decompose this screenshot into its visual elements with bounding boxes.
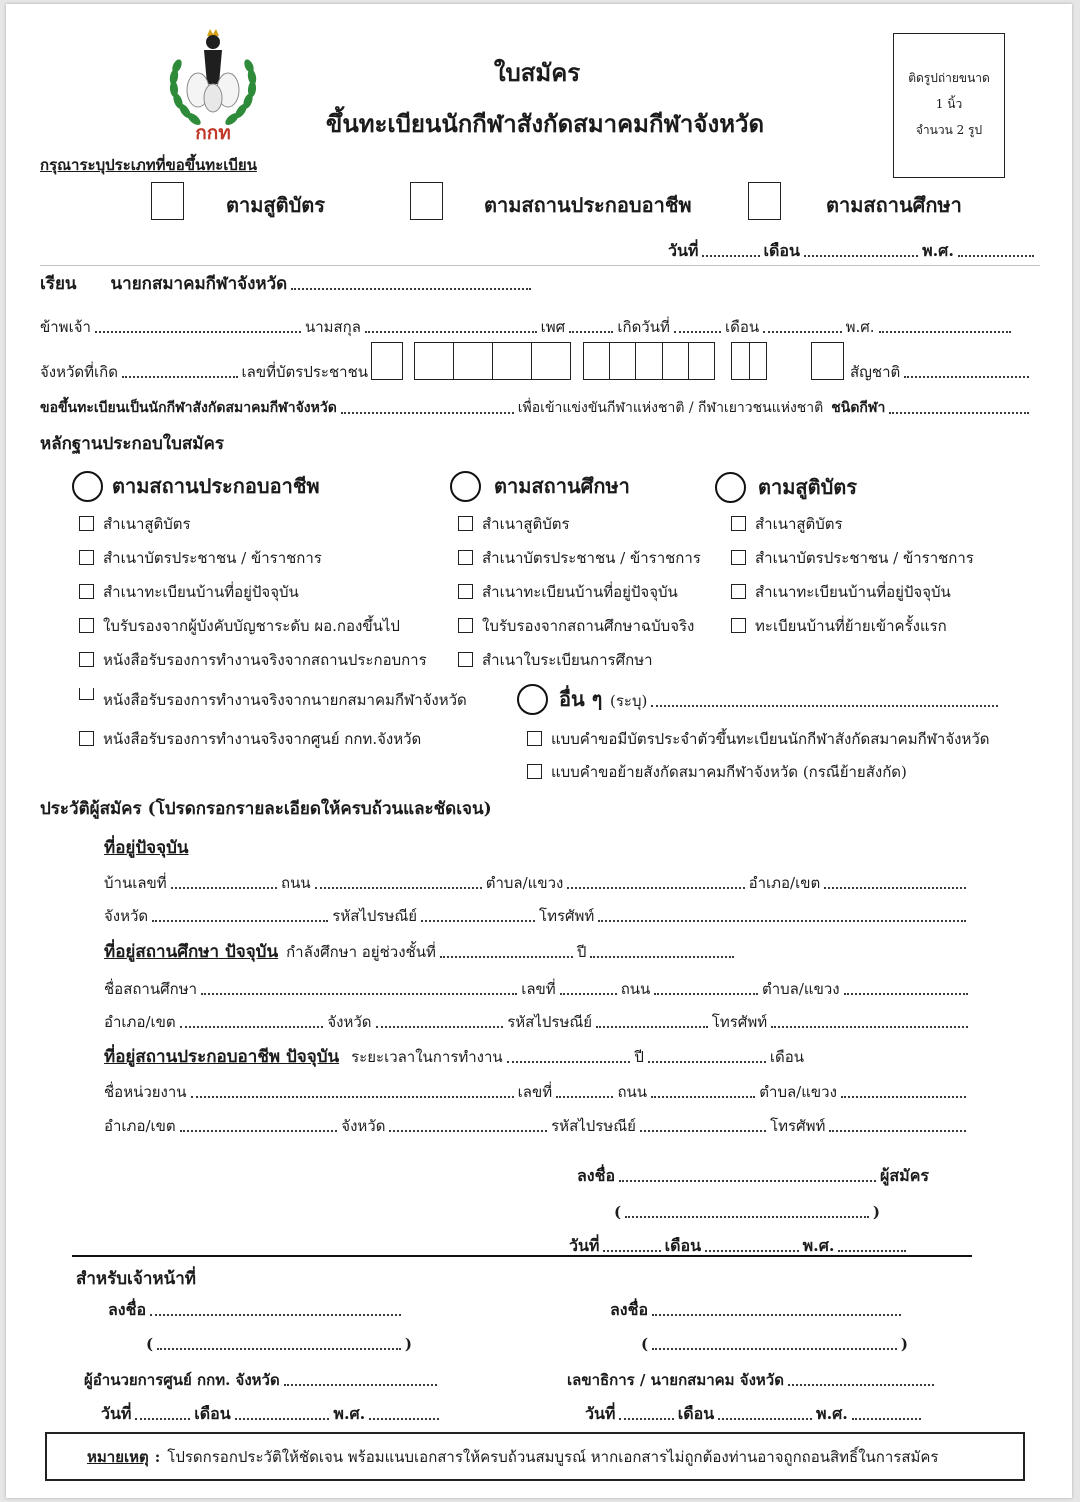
note-colon: : bbox=[154, 1448, 161, 1466]
document-checkbox bbox=[458, 516, 473, 531]
document-checkbox bbox=[731, 618, 746, 633]
printed-name-blank bbox=[157, 1348, 401, 1350]
house-no-blank bbox=[171, 887, 277, 889]
school-level-blank bbox=[440, 956, 573, 958]
school-line-1 bbox=[104, 939, 738, 965]
current-address-line-2 bbox=[104, 903, 970, 929]
id-digit-box bbox=[531, 343, 570, 379]
work-years-label: ปี bbox=[634, 1048, 644, 1066]
signature-label: ลงชื่อ bbox=[108, 1300, 147, 1319]
document-item-label: สำเนาสูติบัตร bbox=[482, 515, 570, 533]
sex-blank bbox=[569, 331, 613, 333]
date-month-blank bbox=[235, 1418, 330, 1420]
school-name-label: ชื่อสถานศึกษา bbox=[104, 980, 198, 998]
road-label: ถนน bbox=[281, 874, 311, 892]
document-checkbox bbox=[79, 652, 94, 667]
subdistrict-label: ตำบล/แขวง bbox=[485, 874, 564, 892]
document-checkbox bbox=[79, 688, 94, 700]
workplace-province-label: จังหวัด bbox=[341, 1117, 386, 1135]
id-digit-box bbox=[609, 343, 635, 379]
applicant-signature-line bbox=[577, 1163, 929, 1189]
official-printed-name-left bbox=[146, 1331, 412, 1357]
document-checkbox bbox=[731, 550, 746, 565]
id-digit-box bbox=[732, 343, 749, 379]
document-item bbox=[458, 614, 726, 638]
school-road-blank bbox=[654, 993, 758, 995]
date-year-blank bbox=[369, 1418, 439, 1420]
open-paren: ( bbox=[614, 1203, 622, 1221]
document-item-label: หนังสือรับรองการทำงานจริงจากสถานประกอบการ bbox=[103, 651, 427, 669]
school-address-title: ที่อยู่สถานศึกษา ปัจจุบัน bbox=[104, 942, 279, 962]
document-item bbox=[458, 512, 726, 536]
education-radio bbox=[450, 471, 481, 502]
document-item bbox=[79, 648, 454, 672]
workplace-road-label: ถนน bbox=[617, 1083, 648, 1101]
date-day-label: วันที่ bbox=[585, 1404, 616, 1423]
work-years-blank bbox=[507, 1061, 631, 1063]
signature-label: ลงชื่อ bbox=[610, 1300, 649, 1319]
logo-lettering: กกท bbox=[195, 122, 231, 144]
document-item-label: ใบรับรองจากสถานศึกษาฉบับจริง bbox=[482, 617, 695, 635]
document-item-label: สำเนาบัตรประชาชน / ข้าราชการ bbox=[482, 549, 701, 567]
date-year-blank bbox=[852, 1418, 921, 1420]
salutation-addressee: นายกสมาคมกีฬาจังหวัด bbox=[110, 274, 288, 294]
id-number-group bbox=[811, 342, 844, 380]
photo-box bbox=[893, 33, 1005, 178]
occupation-radio bbox=[72, 471, 103, 502]
document-item bbox=[731, 546, 1031, 570]
workplace-number-blank bbox=[556, 1096, 613, 1098]
postcode-label: รหัสไปรษณีย์ bbox=[332, 907, 418, 925]
workplace-subdistrict-label: ตำบล/แขวง bbox=[759, 1083, 837, 1101]
school-postcode-label: รหัสไปรษณีย์ bbox=[507, 1013, 593, 1031]
workplace-phone-blank bbox=[829, 1130, 966, 1132]
competition-purpose-text: เพื่อเข้าแข่งขันกีฬาแห่งชาติ / กีฬาเยาวชนแห่งชาติ bbox=[517, 400, 824, 416]
birth-day-blank bbox=[674, 331, 721, 333]
document-checkbox bbox=[731, 516, 746, 531]
sport-type-label: ชนิดกีฬา bbox=[831, 400, 886, 416]
date-day-blank bbox=[702, 255, 759, 257]
date-day-label: วันที่ bbox=[569, 1236, 600, 1255]
workplace-number-label: เลขที่ bbox=[517, 1083, 553, 1101]
form-title: ใบสมัคร bbox=[493, 58, 581, 87]
document-checkbox bbox=[527, 764, 542, 779]
date-year-label: พ.ศ. bbox=[816, 1404, 848, 1423]
date-month-label: เดือน bbox=[194, 1404, 231, 1423]
other-specify-line bbox=[610, 688, 1002, 714]
document-item-label: สำเนาบัตรประชาชน / ข้าราชการ bbox=[755, 549, 974, 567]
document-item-label: สำเนาสูติบัตร bbox=[755, 515, 843, 533]
salutation-to: เรียน bbox=[40, 274, 77, 294]
document-item-label: แบบคำขอมีบัตรประจำตัวขึ้นทะเบียนนักกีฬาสังกัดสมาคมกีฬาจังหวัด bbox=[551, 730, 990, 748]
officials-heading: สำหรับเจ้าหน้าที่ bbox=[76, 1269, 196, 1289]
signature-role: ผู้สมัคร bbox=[880, 1166, 929, 1185]
signature-blank bbox=[652, 1314, 901, 1316]
province-blank bbox=[152, 920, 328, 922]
center-director-title: ผู้อำนวยการศูนย์ กกท. จังหวัด bbox=[84, 1371, 280, 1389]
document-item-label: แบบคำขอย้ายสังกัดสมาคมกีฬาจังหวัด (กรณีย้ายสังกัด) bbox=[551, 763, 907, 781]
printed-name-blank bbox=[652, 1348, 897, 1350]
workplace-district-blank bbox=[180, 1130, 338, 1132]
association-secretary-title: เลขาธิการ / นายกสมาคม จังหวัด bbox=[567, 1371, 784, 1389]
workplace-line-2 bbox=[104, 1079, 970, 1105]
school-phone-label: โทรศัพท์ bbox=[711, 1013, 768, 1031]
signature-blank bbox=[619, 1180, 876, 1182]
document-item bbox=[458, 580, 726, 604]
organization-logo bbox=[163, 26, 263, 146]
occupation-column-title: ตามสถานประกอบอาชีพ bbox=[112, 474, 320, 498]
district-label: อำเภอ/เขต bbox=[748, 874, 821, 892]
document-item-label: สำเนาใบระเบียนการศึกษา bbox=[482, 651, 653, 669]
center-province-blank bbox=[284, 1384, 437, 1386]
date-day-label: วันที่ bbox=[101, 1404, 132, 1423]
document-item-label: สำเนาทะเบียนบ้านที่อยู่ปัจจุบัน bbox=[755, 583, 951, 601]
registration-type-option: ตามสูติบัตร bbox=[226, 193, 326, 217]
document-item-label: หนังสือรับรองการทำงานจริงจากนายกสมาคมกีฬาจังหวัด bbox=[103, 691, 467, 709]
id-number-label: เลขที่บัตรประชาชน bbox=[241, 363, 368, 381]
phone-blank bbox=[598, 920, 966, 922]
document-checkbox bbox=[458, 584, 473, 599]
registration-type-checkbox bbox=[151, 182, 184, 220]
document-item bbox=[79, 580, 451, 604]
signature-blank bbox=[150, 1314, 401, 1316]
sport-type-blank bbox=[889, 412, 1029, 414]
date-year-blank bbox=[958, 255, 1034, 257]
close-paren: ) bbox=[404, 1335, 412, 1353]
section-divider bbox=[72, 1255, 972, 1257]
phone-label: โทรศัพท์ bbox=[539, 907, 595, 925]
id-number-group bbox=[414, 342, 571, 380]
workplace-line-1 bbox=[104, 1044, 804, 1070]
document-checkbox bbox=[458, 652, 473, 667]
official-title-right bbox=[567, 1367, 938, 1393]
document-checkbox bbox=[79, 584, 94, 599]
nationality-line bbox=[850, 359, 1033, 385]
work-months-blank bbox=[648, 1061, 766, 1063]
application-date-line bbox=[668, 238, 1038, 264]
open-paren: ( bbox=[146, 1335, 154, 1353]
workplace-postcode-blank bbox=[640, 1130, 766, 1132]
document-item bbox=[458, 546, 726, 570]
official-date-right bbox=[585, 1401, 925, 1427]
school-number-blank bbox=[560, 993, 617, 995]
workplace-address-title: ที่อยู่สถานประกอบอาชีพ ปัจจุบัน bbox=[104, 1047, 340, 1067]
official-printed-name-right bbox=[641, 1331, 908, 1357]
date-year-blank bbox=[838, 1250, 906, 1252]
workplace-province-blank bbox=[389, 1130, 547, 1132]
document-checkbox bbox=[79, 618, 94, 633]
date-month-blank bbox=[718, 1418, 812, 1420]
document-checkbox bbox=[79, 516, 94, 531]
applicant-printed-name-line bbox=[614, 1199, 880, 1225]
school-year-blank bbox=[590, 956, 734, 958]
official-title-left bbox=[84, 1367, 441, 1393]
document-item bbox=[79, 546, 451, 570]
id-digit-box bbox=[453, 343, 492, 379]
birth-year-label: พ.ศ. bbox=[845, 318, 875, 336]
divider bbox=[40, 265, 1040, 266]
name-blank bbox=[95, 331, 301, 333]
id-digit-box bbox=[584, 343, 609, 379]
registration-request-label: ขอขึ้นทะเบียนเป็นนักกีฬาสังกัดสมาคมกีฬาจังหวัด bbox=[40, 400, 337, 416]
workplace-name-label: ชื่อหน่วยงาน bbox=[104, 1083, 187, 1101]
document-item bbox=[79, 512, 451, 536]
school-province-label: จังหวัด bbox=[327, 1013, 372, 1031]
association-province-blank bbox=[788, 1384, 934, 1386]
date-month-label: เดือน bbox=[664, 1236, 702, 1255]
id-digit-box bbox=[492, 343, 531, 379]
document-checkbox bbox=[527, 731, 542, 746]
document-item bbox=[731, 614, 1031, 638]
date-day-blank bbox=[135, 1418, 190, 1420]
close-paren: ) bbox=[872, 1203, 880, 1221]
id-digit-box bbox=[415, 343, 453, 379]
name-label: ข้าพเจ้า bbox=[40, 318, 91, 336]
document-item-label: สำเนาบัตรประชาชน / ข้าราชการ bbox=[103, 549, 322, 567]
document-item bbox=[79, 727, 479, 751]
workplace-postcode-label: รหัสไปรษณีย์ bbox=[551, 1117, 636, 1135]
birth-certificate-column-title: ตามสูติบัตร bbox=[758, 475, 858, 499]
registration-type-checkbox bbox=[748, 182, 781, 220]
school-district-blank bbox=[180, 1026, 324, 1028]
birth-province-line bbox=[40, 359, 368, 385]
logo-emblem-icon bbox=[163, 26, 263, 146]
other-title: อื่น ๆ bbox=[559, 687, 603, 711]
id-digit-box bbox=[662, 343, 688, 379]
workplace-district-label: อำเภอ/เขต bbox=[104, 1117, 176, 1135]
workplace-line-3 bbox=[104, 1113, 970, 1139]
document-item bbox=[731, 580, 1031, 604]
school-line-3 bbox=[104, 1009, 972, 1035]
other-specify-blank bbox=[651, 705, 998, 707]
school-road-label: ถนน bbox=[620, 980, 651, 998]
other-specify-label: (ระบุ) bbox=[610, 692, 648, 710]
date-day-blank bbox=[603, 1250, 660, 1252]
current-address-title: ที่อยู่ปัจจุบัน bbox=[104, 838, 189, 858]
birth-month-label: เดือน bbox=[724, 318, 760, 336]
postcode-blank bbox=[421, 920, 535, 922]
note-label: หมายเหตุ bbox=[87, 1448, 149, 1466]
education-column-title: ตามสถานศึกษา bbox=[494, 474, 630, 498]
form-subtitle: ขึ้นทะเบียนนักกีฬาสังกัดสมาคมกีฬาจังหวัด bbox=[325, 109, 765, 138]
school-name-blank bbox=[201, 993, 517, 995]
document-item bbox=[79, 688, 504, 712]
id-number-group bbox=[731, 342, 767, 380]
id-digit-box bbox=[749, 343, 767, 379]
registration-type-option: ตามสถานประกอบอาชีพ bbox=[484, 193, 692, 217]
photo-box-line: ติดรูปถ่ายขนาด bbox=[908, 71, 990, 85]
document-item bbox=[458, 648, 726, 672]
nationality-blank bbox=[904, 376, 1029, 378]
nationality-label: สัญชาติ bbox=[850, 363, 901, 381]
salutation-line bbox=[40, 271, 535, 297]
signature-label: ลงชื่อ bbox=[577, 1166, 616, 1185]
school-line-2 bbox=[104, 976, 972, 1002]
school-year-label: ปี bbox=[576, 943, 587, 961]
workplace-road-blank bbox=[651, 1096, 755, 1098]
applicant-name-line bbox=[40, 314, 1015, 340]
school-subdistrict-blank bbox=[844, 993, 968, 995]
id-number-group bbox=[371, 342, 403, 380]
other-radio bbox=[517, 684, 548, 715]
surname-label: นามสกุล bbox=[304, 318, 361, 336]
document-item bbox=[731, 512, 1031, 536]
current-address-line-1 bbox=[104, 870, 970, 896]
history-heading: ประวัติผู้สมัคร (โปรดกรอกรายละเอียดให้ครบถ้วนและชัดเจน) bbox=[40, 799, 492, 819]
registration-type-prompt: กรุณาระบุประเภทที่ขอขึ้นทะเบียน bbox=[40, 156, 257, 174]
association-province-blank bbox=[341, 412, 514, 414]
work-duration-label: ระยะเวลาในการทำงาน bbox=[351, 1048, 503, 1066]
school-phone-blank bbox=[771, 1026, 968, 1028]
document-item-label: หนังสือรับรองการทำงานจริงจากศูนย์ กกท.จังหวัด bbox=[103, 730, 422, 748]
date-day-blank bbox=[619, 1418, 673, 1420]
official-signature-left bbox=[108, 1297, 405, 1323]
province-association-blank bbox=[291, 288, 531, 290]
note-line bbox=[87, 1444, 1017, 1470]
id-digit-box bbox=[372, 343, 402, 379]
date-year-label: พ.ศ. bbox=[333, 1404, 366, 1423]
school-district-label: อำเภอ/เขต bbox=[104, 1013, 176, 1031]
official-date-left bbox=[101, 1401, 443, 1427]
document-checkbox bbox=[79, 731, 94, 746]
document-checkbox bbox=[458, 618, 473, 633]
birth-province-blank bbox=[122, 376, 238, 378]
note-box bbox=[45, 1432, 1025, 1481]
road-blank bbox=[315, 887, 482, 889]
note-text: โปรดกรอกประวัติให้ชัดเจน พร้อมแนบเอกสารให้ครบถ้วนสมบูรณ์ หากเอกสารไม่ถูกต้องท่านอาจถูกถอนสิทธิ์ในการสมัคร bbox=[167, 1448, 939, 1466]
document-item-label: สำเนาทะเบียนบ้านที่อยู่ปัจจุบัน bbox=[482, 583, 678, 601]
open-paren: ( bbox=[641, 1335, 649, 1353]
document-item-label: สำเนาทะเบียนบ้านที่อยู่ปัจจุบัน bbox=[103, 583, 299, 601]
photo-box-line: จำนวน 2 รูป bbox=[915, 123, 983, 137]
school-province-blank bbox=[376, 1026, 504, 1028]
birth-year-blank bbox=[879, 331, 1011, 333]
close-paren: ) bbox=[900, 1335, 908, 1353]
school-subdistrict-label: ตำบล/แขวง bbox=[761, 980, 840, 998]
id-digit-box bbox=[635, 343, 661, 379]
document-item bbox=[79, 614, 451, 638]
official-signature-right bbox=[610, 1297, 905, 1323]
document-checkbox bbox=[731, 584, 746, 599]
registration-type-option: ตามสถานศึกษา bbox=[826, 193, 962, 217]
date-month-blank bbox=[804, 255, 918, 257]
id-number-group bbox=[583, 342, 715, 380]
registration-type-checkbox bbox=[410, 182, 443, 220]
subdistrict-blank bbox=[567, 887, 744, 889]
date-year-label: พ.ศ. bbox=[802, 1236, 835, 1255]
document-item bbox=[527, 760, 1022, 784]
date-month-blank bbox=[705, 1250, 799, 1252]
date-year-label: พ.ศ. bbox=[922, 241, 954, 260]
district-blank bbox=[824, 887, 966, 889]
school-level-label: กำลังศึกษา อยู่ช่วงชั้นที่ bbox=[286, 943, 436, 961]
document-checkbox bbox=[79, 550, 94, 565]
document-item bbox=[527, 727, 1022, 751]
province-label: จังหวัด bbox=[104, 907, 149, 925]
birth-certificate-radio bbox=[715, 472, 746, 503]
date-month-label: เดือน bbox=[677, 1404, 715, 1423]
registration-request-line bbox=[40, 395, 1033, 421]
id-digit-box bbox=[812, 343, 843, 379]
printed-name-blank bbox=[625, 1216, 869, 1218]
birth-day-label: เกิดวันที่ bbox=[617, 318, 670, 336]
birth-month-blank bbox=[763, 331, 841, 333]
photo-box-line: 1 นิ้ว bbox=[935, 97, 963, 111]
date-day-label: วันที่ bbox=[668, 241, 699, 260]
workplace-subdistrict-blank bbox=[841, 1096, 966, 1098]
work-months-label: เดือน bbox=[769, 1048, 804, 1066]
date-month-label: เดือน bbox=[763, 241, 800, 260]
workplace-name-blank bbox=[191, 1096, 514, 1098]
house-no-label: บ้านเลขที่ bbox=[104, 874, 167, 892]
birth-province-label: จังหวัดที่เกิด bbox=[40, 363, 119, 381]
document-item-label: ใบรับรองจากผู้บังคับบัญชาระดับ ผอ.กองขึ้นไป bbox=[103, 617, 400, 635]
surname-blank bbox=[365, 331, 537, 333]
document-item-label: สำเนาสูติบัตร bbox=[103, 515, 191, 533]
documents-heading: หลักฐานประกอบใบสมัคร bbox=[40, 434, 224, 454]
id-digit-box bbox=[688, 343, 714, 379]
sex-label: เพศ bbox=[540, 318, 566, 336]
school-number-label: เลขที่ bbox=[521, 980, 556, 998]
school-postcode-blank bbox=[596, 1026, 708, 1028]
document-checkbox bbox=[458, 550, 473, 565]
document-item-label: ทะเบียนบ้านที่ย้ายเข้าครั้งแรก bbox=[755, 617, 947, 635]
workplace-phone-label: โทรศัพท์ bbox=[770, 1117, 826, 1135]
